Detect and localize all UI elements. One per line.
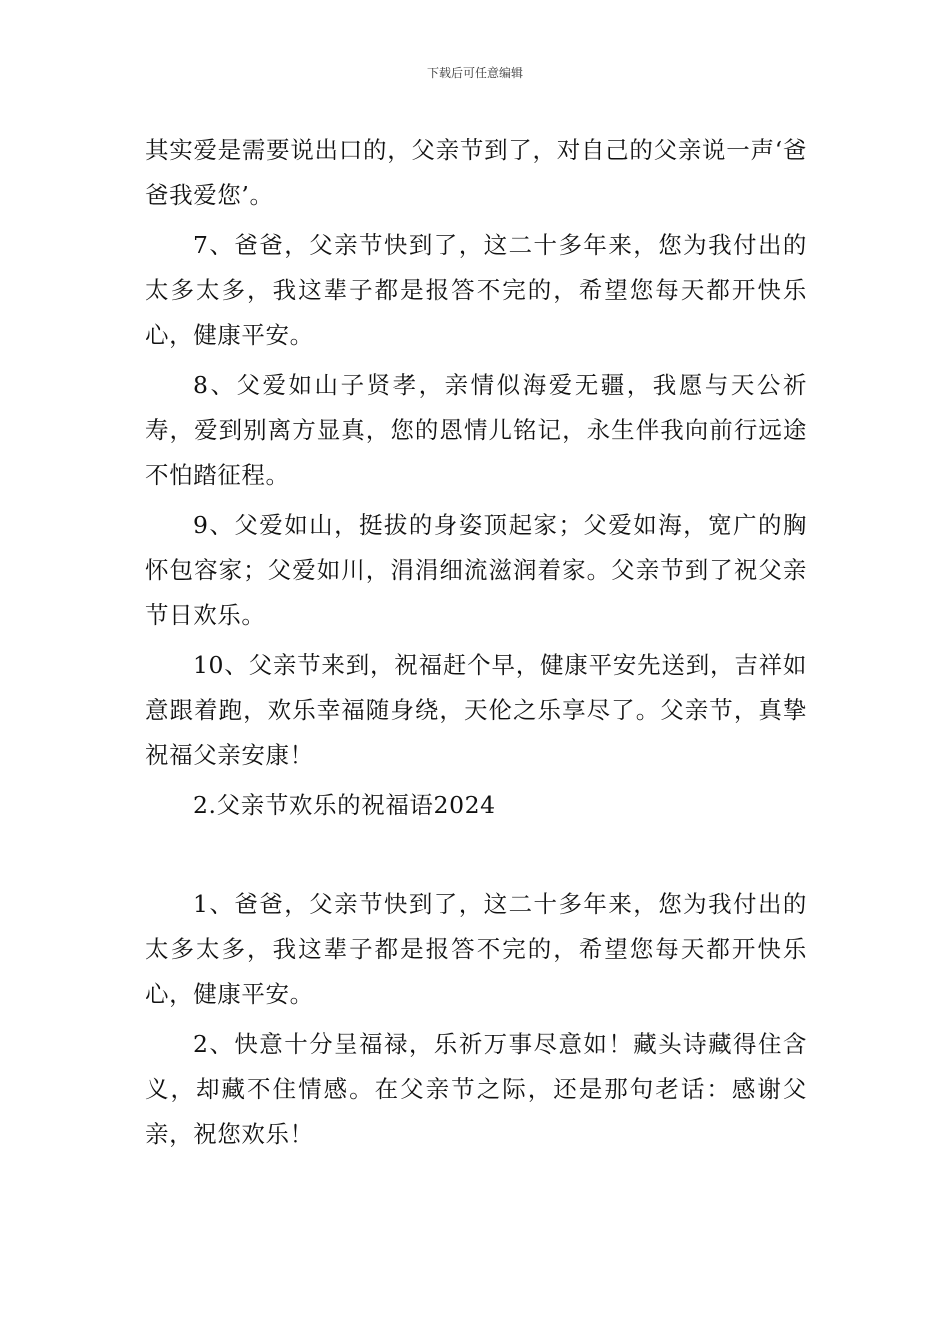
section-heading: 2.父亲节欢乐的祝福语2024	[193, 791, 496, 819]
paragraph-item-7: 7、爸爸，父亲节快到了，这二十多年来，您为我付出的太多太多，我这辈子都是报答不完的，希望您每天都开快乐心，健康平安。	[145, 231, 807, 349]
document-body	[145, 128, 807, 1162]
paragraph-item-9: 9、父爱如山，挺拔的身姿顶起家；父爱如海，宽广的胸怀包容家；父爱如川，涓涓细流滋润着家。父亲节到了祝父亲节日欢乐。	[145, 511, 807, 629]
page-header: 下载后可任意编辑	[426, 66, 523, 80]
paragraph-item-10: 10、父亲节来到，祝福赶个早，健康平安先送到，吉祥如意跟着跑，欢乐幸福随身绕，天伦之乐享尽了。父亲节，真挚祝福父亲安康！	[145, 651, 807, 769]
paragraph-intro: 其实爱是需要说出口的，父亲节到了，对自己的父亲说一声‘爸爸我爱您’。	[145, 136, 807, 209]
paragraph-item-2: 2、快意十分呈福禄，乐祈万事尽意如！藏头诗藏得住含义，却藏不住情感。在父亲节之际，还是那句老话：感谢父亲，祝您欢乐！	[145, 1030, 807, 1148]
paragraph-item-1: 1、爸爸，父亲节快到了，这二十多年来，您为我付出的太多太多，我这辈子都是报答不完的，希望您每天都开快乐心，健康平安。	[145, 890, 807, 1008]
paragraph-item-8: 8、父爱如山子贤孝，亲情似海爱无疆，我愿与天公祈寿，爱到别离方显真，您的恩情儿铭记，永生伴我向前行远途不怕踏征程。	[145, 371, 807, 489]
